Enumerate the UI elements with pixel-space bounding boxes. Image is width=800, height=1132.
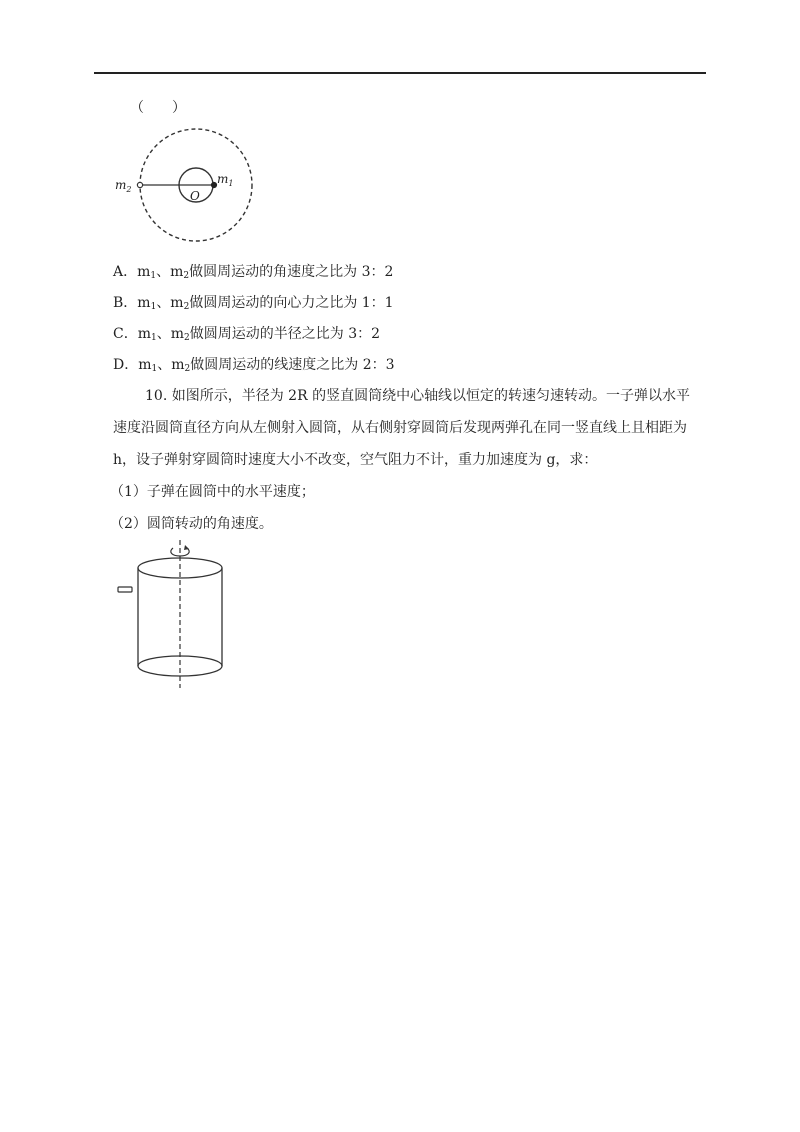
option-d: D．$m_1$、$m_2$做圆周运动的线速度之比为 2：3 — [113, 357, 395, 374]
label-m2: $m_2$ — [115, 178, 132, 194]
header-rule — [94, 72, 706, 74]
question-10-line-3: h，设子弹射穿圆筒时速度大小不改变，空气阻力不计，重力加速度为 g，求： — [113, 452, 598, 468]
cylinder-diagram — [110, 538, 240, 693]
mass-m2-point — [137, 182, 142, 187]
label-m1: $m_1$ — [217, 172, 234, 188]
option-a: A．$m_1$、$m_2$做圆周运动的角速度之比为 3：2 — [113, 264, 394, 281]
orbit-diagram — [110, 125, 270, 250]
bullet-icon — [118, 587, 132, 592]
mass-m1-point — [211, 182, 216, 187]
option-c: C．$m_1$、$m_2$做圆周运动的半径之比为 3：2 — [113, 326, 381, 343]
question-10-line-2: 速度沿圆筒直径方向从左侧射入圆筒，从右侧射穿圆筒后发现两弹孔在同一竖直线上且相距为 — [113, 420, 687, 436]
option-b: B．$m_1$、$m_2$做圆周运动的向心力之比为 1：1 — [113, 295, 394, 312]
label-center-o: O — [190, 189, 200, 203]
question-10-part-1: （1）子弹在圆筒中的水平速度； — [110, 484, 315, 500]
question-10-line-1: 10. 如图所示，半径为 2R 的竖直圆筒绕中心轴线以恒定的转速匀速转动。一子弹以水平 — [145, 388, 691, 404]
answer-parentheses: （ ） — [130, 100, 186, 116]
question-10-part-2: （2）圆筒转动的角速度。 — [110, 516, 273, 532]
